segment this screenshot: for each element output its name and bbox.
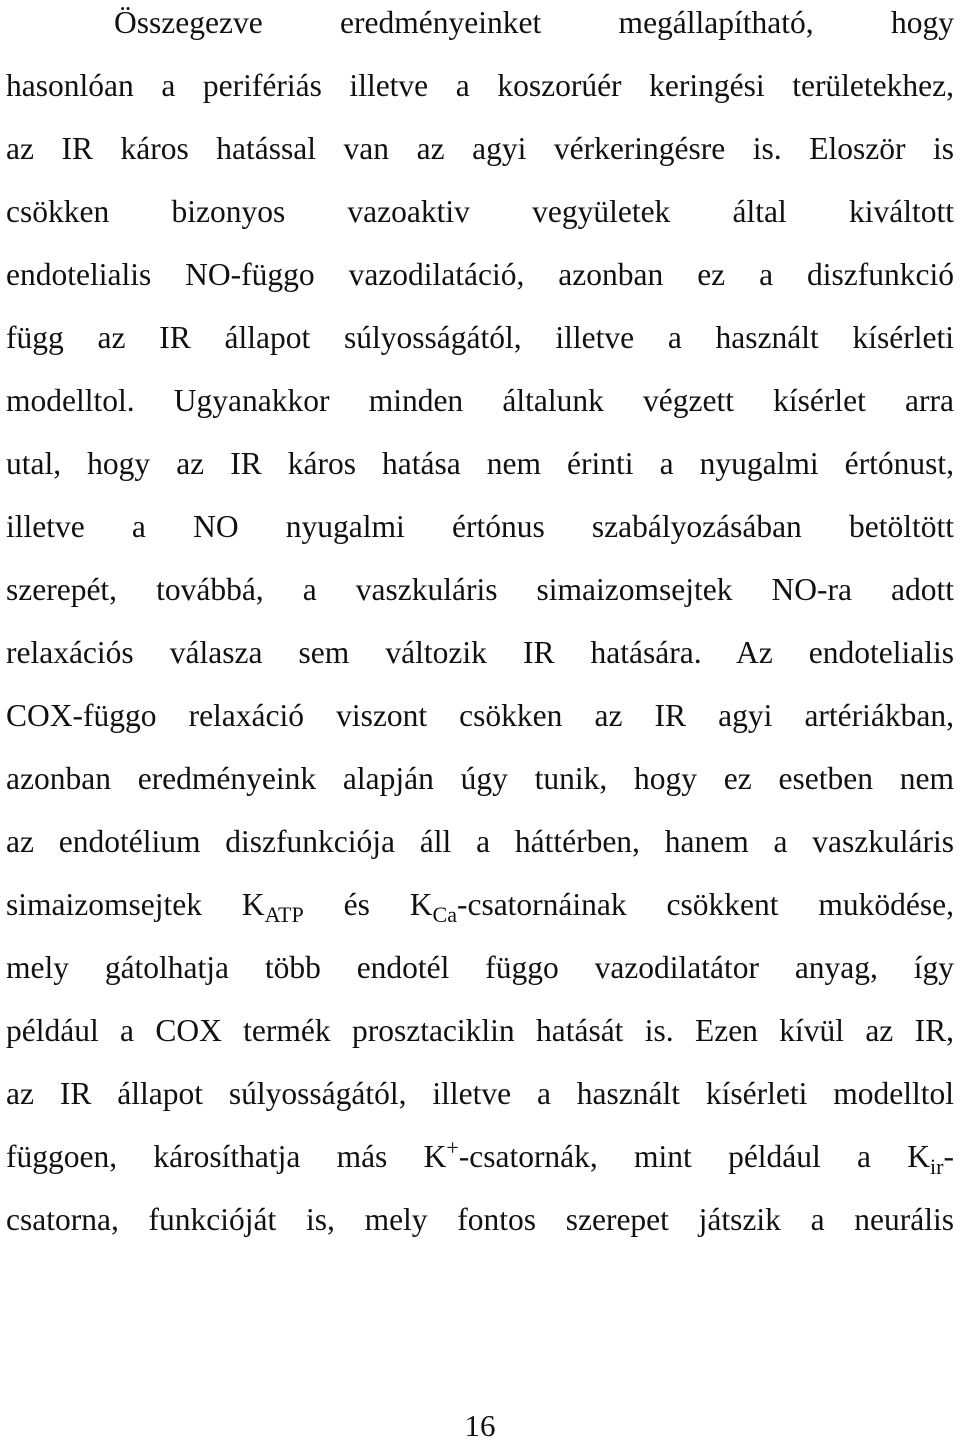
text-segment: függ az IR állapot súlyosságától, illetve a használt kísérleti [6, 320, 954, 355]
superscript: + [446, 1135, 459, 1160]
text-segment: Összegezve eredményeinket megállapítható, hogy [114, 5, 954, 40]
page-number: 16 [464, 1408, 496, 1443]
text-segment: utal, hogy az IR káros hatása nem érinti a nyugalmi értónust, [6, 446, 954, 481]
text-segment: -csatornáinak csökkent muködése, [456, 887, 954, 922]
text-line [6, 63, 954, 126]
text-line [6, 630, 954, 693]
text-line [6, 1008, 954, 1071]
text-segment: például a COX termék prosztaciklin hatását is. Ezen kívül az IR, [6, 1013, 954, 1048]
text-segment: azonban eredményeink alapján úgy tunik, hogy ez esetben nem [6, 761, 954, 796]
text-segment: -csatornák, mint például a K [458, 1139, 931, 1174]
text-segment: mely gátolhatja több endotél függo vazodilatátor anyag, így [6, 950, 954, 985]
text-line [6, 378, 954, 441]
text-line [6, 0, 954, 63]
text-segment: modelltol. Ugyanakkor minden általunk végzett kísérlet arra [6, 383, 954, 418]
text-line [6, 1197, 954, 1260]
text-segment: az endotélium diszfunkciója áll a háttérben, hanem a vaszkuláris [6, 824, 954, 859]
text-line [6, 1071, 954, 1134]
text-line [6, 504, 954, 567]
text-line [6, 252, 954, 315]
text-line [6, 756, 954, 819]
text-line [6, 126, 954, 189]
text-line [6, 315, 954, 378]
text-segment: endotelialis NO-függo vazodilatáció, azonban ez a diszfunkció [6, 257, 954, 292]
text-line [6, 567, 954, 630]
text-line [6, 441, 954, 504]
text-segment: - [943, 1139, 954, 1174]
text-segment: COX-függo relaxáció viszont csökken az IR agyi artériákban, [6, 698, 954, 733]
text-line [6, 819, 954, 882]
subscript: ATP [264, 902, 304, 927]
text-segment: csökken bizonyos vazoaktiv vegyületek által kiváltott [6, 194, 954, 229]
text-segment: és K [303, 887, 433, 922]
subscript: Ca [432, 902, 457, 927]
text-segment: szerepét, továbbá, a vaszkuláris simaizomsejtek NO-ra adott [6, 572, 954, 607]
text-line [6, 693, 954, 756]
text-segment: simaizomsejtek K [6, 887, 265, 922]
text-segment: relaxációs válasza sem változik IR hatására. Az endotelialis [6, 635, 954, 670]
text-segment: hasonlóan a perifériás illetve a koszorúér keringési területekhez, [6, 68, 954, 103]
text-segment: az IR állapot súlyosságától, illetve a használt kísérleti modelltol [6, 1076, 954, 1111]
text-line [6, 189, 954, 252]
text-line [6, 882, 954, 945]
body-paragraph [6, 0, 954, 1260]
text-segment: függoen, károsíthatja más K [6, 1139, 447, 1174]
subscript: ir [930, 1154, 944, 1179]
text-segment: illetve a NO nyugalmi értónus szabályozásában betöltött [6, 509, 954, 544]
text-segment: csatorna, funkcióját is, mely fontos szerepet játszik a neurális [6, 1202, 954, 1237]
text-line [6, 945, 954, 1008]
text-line [6, 1134, 954, 1197]
text-segment: az IR káros hatással van az agyi vérkeringésre is. Eloször is [6, 131, 954, 166]
